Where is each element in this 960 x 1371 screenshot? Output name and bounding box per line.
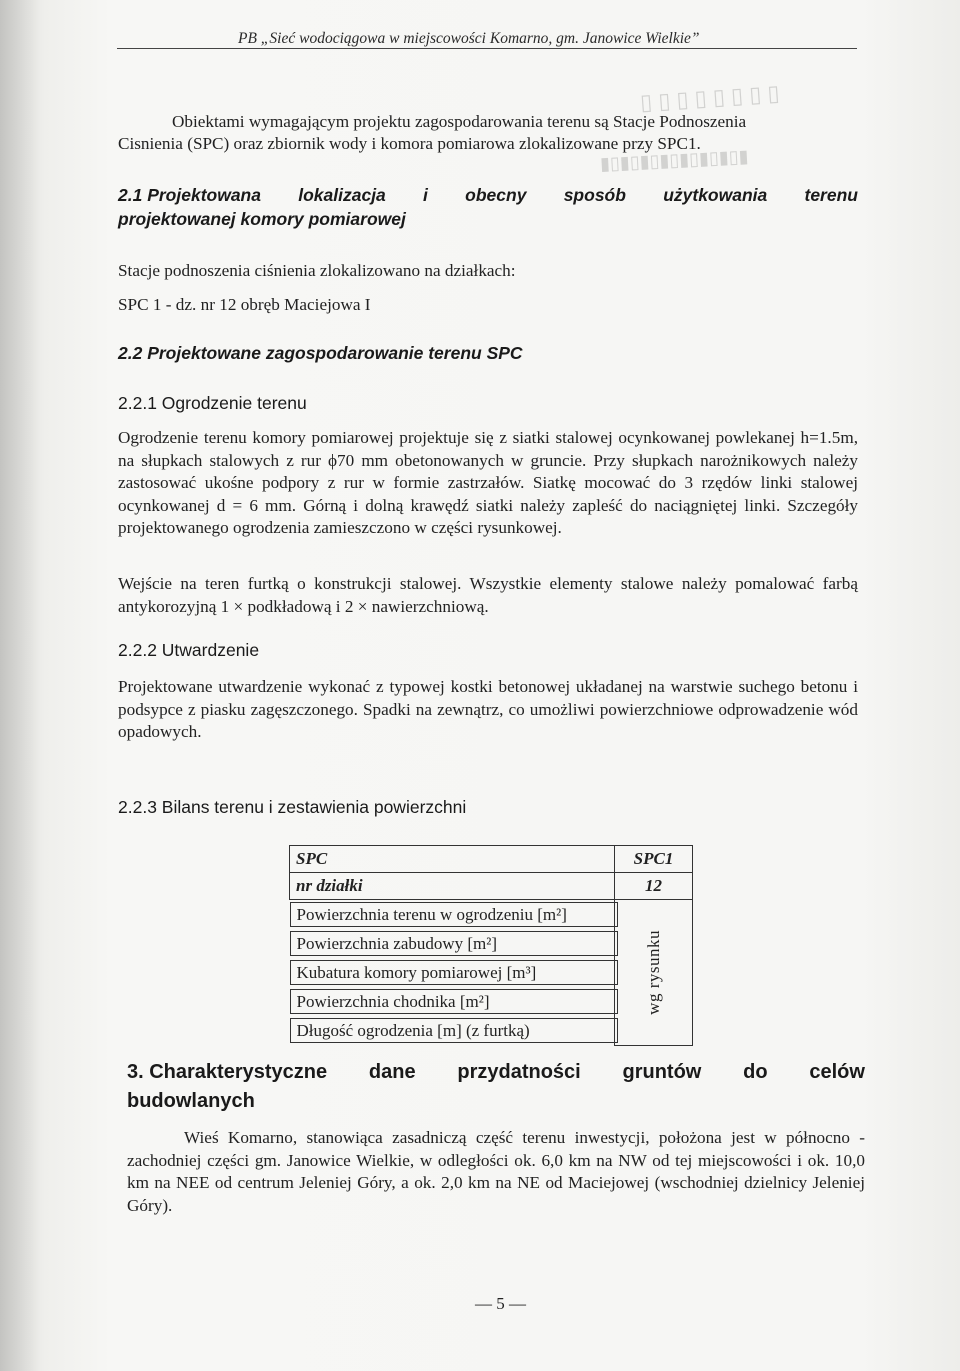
table-row-label: Długość ogrodzenia [m] (z furtką) xyxy=(290,1018,619,1043)
section-2-1-heading-word: terenu xyxy=(804,185,858,205)
section-2-1-heading-word: i xyxy=(423,185,428,205)
table-row xyxy=(290,900,693,930)
intro-paragraph-line1: Obiektami wymagającym projektu zagospodarowania terenu są Stacje Podnoszenia xyxy=(172,112,747,131)
section-2-2-1-heading: 2.2.1 Ogrodzenie terenu xyxy=(118,393,307,413)
stations-intro: Stacje podnoszenia ciśnienia zlokalizowano na działkach: xyxy=(118,261,516,280)
paving-paragraph: Projektowane utwardzenie wykonać z typowej kostki betonowej układanej na warstwie suchego betonu i podsypce z piasku zagęszczonego. Spadki na zewnątrz, co umożliwi powierzchniowe odprowadzenie wód opadowych. xyxy=(118,677,858,741)
header-rule xyxy=(117,48,857,49)
gate-paragraph: Wejście na teren furtką o konstrukcji stalowej. Wszystkie elementy stalowe należy pomalować farbą antykorozyjną 1 × podkładową i 2 × nawierzchniową. xyxy=(118,574,858,616)
page-number: — 5 — xyxy=(475,1294,526,1313)
table-row-label: Powierzchnia zabudowy [m²] xyxy=(290,931,619,956)
table-plot-value: 12 xyxy=(615,873,693,900)
section-2-1-heading xyxy=(118,185,858,206)
fence-paragraph: Ogrodzenie terenu komory pomiarowej projektuje się z siatki stalowej ocynkowanej powlekanej h=1.5m, na słupkach stalowych z rur ϕ70 mm obetonowanych w gruncie. Przy słupkach narożnikowych należy zastosować ukośne podpory z rur w formie zastrzałów. Siatkę mocować do 3 rzędów linki stalowej ocynkowanej d = 6 mm. Górną i dolną krawędź siatki należy zapleść do naciągniętej linki. Szczegóły projektowanego ogrodzenia zamieszczono w części rysunkowej. xyxy=(118,428,858,537)
land-balance-table xyxy=(289,845,693,1046)
station-plot: SPC 1 - dz. nr 12 obręb Maciejowa I xyxy=(118,295,371,314)
intro-paragraph-line2: Cisnienia (SPC) oraz zbiornik wody i komora pomiarowa zlokalizowane przy SPC1. xyxy=(118,134,701,153)
section-3-heading-word: przydatności xyxy=(457,1061,581,1083)
merged-note: wg rysunku xyxy=(643,929,663,1015)
section-3-heading-word: dane xyxy=(368,1061,416,1083)
section-3-heading-word: 3. Charakterystyczne xyxy=(127,1061,328,1083)
location-paragraph: Wieś Komarno, stanowiąca zasadniczą część terenu inwestycji, położona jest w północno - zachodniej części gm. Janowice Wielkie, w odległości ok. 6,0 km na NW od tej miejscowości i ok. 10,0 km na NEE od centrum Jeleniej Góry, a ok. 2,0 km na NE od Maciejowej (wschodniej dzielnicy Jeleniej Góry). xyxy=(127,1128,865,1215)
section-2-1-heading-word: użytkowania xyxy=(663,185,768,205)
section-3-heading xyxy=(127,1058,865,1087)
section-2-1-heading-line2: projektowanej komory pomiarowej xyxy=(118,209,406,229)
table-header-label: SPC xyxy=(290,846,615,873)
bleed-through-decoration: ▮▯▮▯▮▯▮▯▮▯▮▯▮▯▮ xyxy=(599,146,749,174)
table-header-row xyxy=(290,846,693,873)
table-row-label: Kubatura komory pomiarowej [m³] xyxy=(290,960,619,985)
section-2-2-heading: 2.2 Projektowane zagospodarowanie terenu SPC xyxy=(118,343,523,363)
section-3-heading-line2: budowlanych xyxy=(127,1090,255,1112)
table-row-label: Powierzchnia terenu w ogrodzeniu [m²] xyxy=(290,902,619,927)
scan-edge-shadow xyxy=(0,0,40,1371)
section-2-1-heading-word: sposób xyxy=(563,185,626,205)
section-3-heading-word: gruntów xyxy=(622,1061,702,1083)
section-2-2-2-heading: 2.2.2 Utwardzenie xyxy=(118,640,260,660)
section-2-1-heading-word: obecny xyxy=(465,185,527,205)
table-merged-cell xyxy=(615,900,693,1046)
section-3-heading-word: do xyxy=(743,1061,768,1083)
table-header-value: SPC1 xyxy=(615,846,693,873)
running-header: PB „Sieć wodociągowa w miejscowości Komarno, gm. Janowice Wielkie” xyxy=(238,30,700,47)
table-plot-label: nr działki xyxy=(290,873,615,900)
bleed-through-decoration: ▯ ▯ ▯ ▯ ▯ ▯ ▯ ▯ xyxy=(639,80,781,115)
section-3-heading-word: celów xyxy=(809,1061,865,1083)
section-2-1-heading-word: 2.1 Projektowana xyxy=(118,185,261,205)
section-2-1-heading-word: lokalizacja xyxy=(298,185,386,205)
table-row-label: Powierzchnia chodnika [m²] xyxy=(290,989,619,1014)
table-plot-row xyxy=(290,873,693,900)
section-2-2-3-heading: 2.2.3 Bilans terenu i zestawienia powierzchni xyxy=(118,797,467,817)
